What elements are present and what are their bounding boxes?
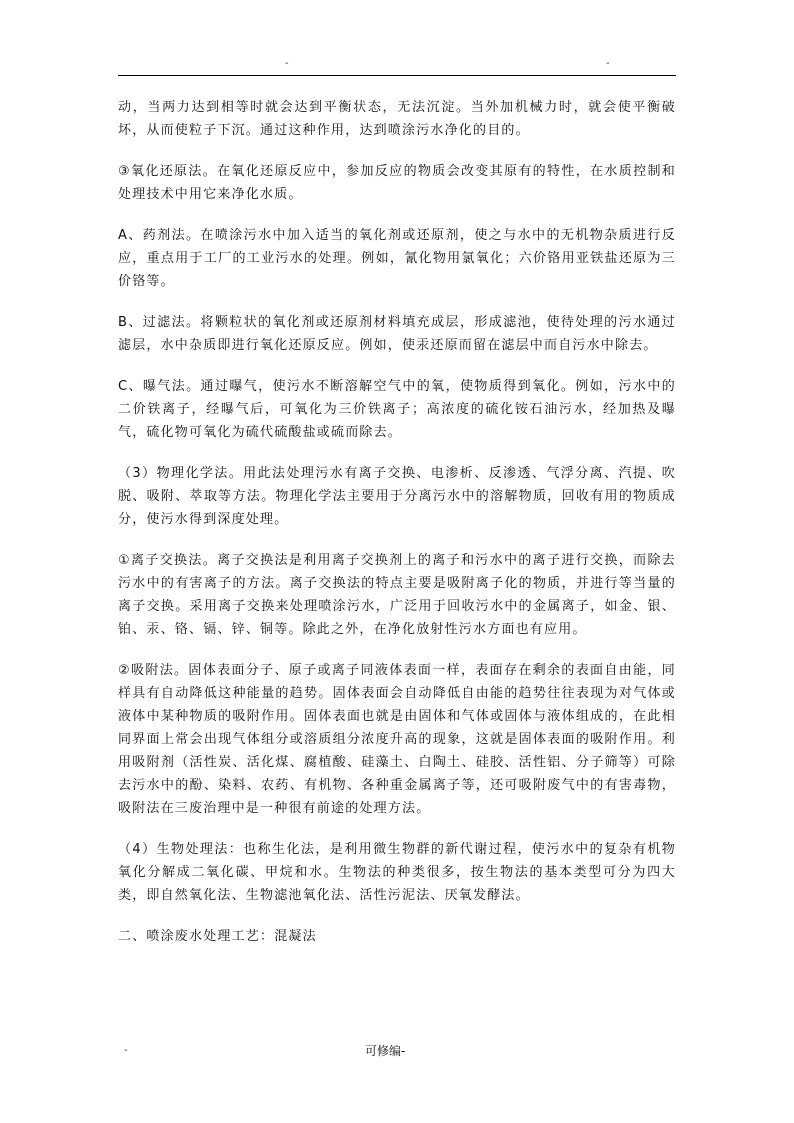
footer-mark: - [124, 1045, 128, 1056]
paragraph-chemical-agent-method: A、药剂法。在喷涂污水中加入适当的氧化剂或还原剂，使之与水中的无机物杂质进行反应，重点用于工厂的工业污水的处理。例如，氰化物用氯氧化；六价铬用亚铁盐还原为三价铬等。 [118, 228, 676, 289]
header-mark-right: - [606, 58, 610, 69]
paragraph-adsorption: ②吸附法。固体表面分子、原子或离子同液体表面一样，表面存在剩余的表面自由能，同样具有自动降低这种能量的趋势。固体表面会自动降低自由能的趋势往往表现为对气体或液体中某种物质的吸附作用。固体表面也就是由固体和气体或固体与液体组成的，在此相同界面上常会出现气体组分或溶质组分浓度升高的现象，这就是固体表面的吸附作用。利用吸附剂（活性炭、活化煤、腐植酸、硅藻土、白陶土、硅胶、活性铝、分子筛等）可除去污水中的酚、染料、农药、有机物、各种重金属离子等，还可吸附废气中的有害毒物，吸附法在三废治理中是一种很有前途的处理方法。 [118, 663, 676, 816]
paragraph-filtration-method: B、过滤法。将颗粒状的氧化剂或还原剂材料填充成层，形成滤池，使待处理的污水通过滤层，水中杂质即进行氧化还原反应。例如，使汞还原而留在滤层中而自污水中除去。 [118, 315, 676, 353]
header-rule [118, 75, 676, 76]
paragraph-physicochemical-method: （3）物理化学法。用此法处理污水有离子交换、电渗析、反渗透、气浮分离、汽提、吹脱、吸附、萃取等方法。物理化学法主要用于分离污水中的溶解物质，回收有用的物质成分，使污水得到深度处理。 [118, 466, 676, 527]
paragraph-biological-treatment: （4）生物处理法：也称生化法，是利用微生物群的新代谢过程，使污水中的复杂有机物氧化分解成二氧化碳、甲烷和水。生物法的种类很多，按生物法的基本类型可分为四大类，即自然氧化法、生物滤池氧化法、活性污泥法、厌氧发酵法。 [118, 842, 676, 903]
footer-label: 可修编- [365, 1044, 406, 1058]
header-mark-left: - [285, 58, 289, 69]
paragraph-redox-method: ③氧化还原法。在氧化还原反应中，参加反应的物质会改变其原有的特性，在水质控制和处理技术中用它来净化水质。 [118, 164, 676, 202]
paragraph-sedimentation-continued: 动，当两力达到相等时就会达到平衡状态，无法沉淀。当外加机械力时，就会使平衡破坏，从而使粒子下沉。通过这种作用，达到喷涂污水净化的目的。 [118, 100, 676, 138]
section-heading-coagulation: 二、喷涂废水处理工艺：混凝法 [118, 929, 317, 944]
document-body [118, 96, 676, 966]
paragraph-aeration-method: C、曝气法。通过曝气，使污水不断溶解空气中的氧，使物质得到氧化。例如，污水中的二价铁离子，经曝气后，可氧化为三价铁离子；高浓度的硫化铵石油污水，经加热及曝气，硫化物可氧化为硫代硫酸盐或硫而除去。 [118, 379, 676, 440]
paragraph-ion-exchange: ①离子交换法。离子交换法是利用离子交换剂上的离子和污水中的离子进行交换，而除去污水中的有害离子的方法。离子交换法的特点主要是吸附离子化的物质，并进行等当量的离子交换。采用离子交换来处理喷涂污水，广泛用于回收污水中的金属离子，如金、银、铂、汞、铬、镉、锌、铜等。除此之外，在净化放射性污水方面也有应用。 [118, 553, 676, 637]
